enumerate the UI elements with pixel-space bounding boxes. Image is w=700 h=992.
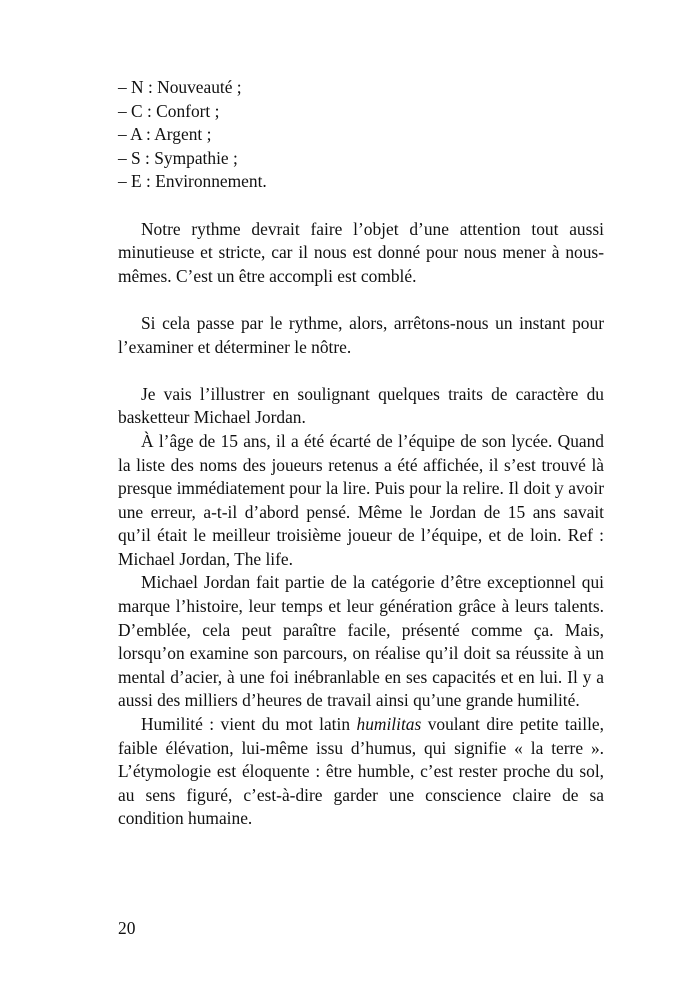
paragraph-rhythm: Notre rythme devrait faire l’objet d’une attention tout aussi minutieuse et stricte, car il nous est donné pour nous mener à nous-mêmes. C’est un être accompli est comblé. <box>118 218 604 286</box>
list-item: – E : Environnement. <box>118 171 267 192</box>
paragraph-jordan-intro: Je vais l’illustrer en soulignant quelques traits de caractère du basketteur Michael Jordan. <box>118 383 604 428</box>
acronym-list <box>118 76 604 194</box>
humility-text-start: Humilité : vient du mot latin <box>141 714 357 735</box>
paragraph-humility <box>118 713 604 831</box>
list-item: – C : Confort ; <box>118 100 220 121</box>
page-number: 20 <box>118 918 136 938</box>
humility-text-end: voulant dire petite taille, faible élévation, lui-même issu d’humus, qui signifie « la terre ». L’étymologie est éloquente : être humble, c’est rester proche du sol, au sens figuré, c’est-à-dire garder une conscience claire de sa condition humaine. <box>118 714 604 829</box>
list-item: – A : Argent ; <box>118 124 212 145</box>
paragraph-examine: Si cela passe par le rythme, alors, arrêtons-nous un instant pour l’examiner et déterminer le nôtre. <box>118 312 604 357</box>
page-body <box>118 76 604 831</box>
paragraph-jordan-lycee: À l’âge de 15 ans, il a été écarté de l’équipe de son lycée. Quand la liste des noms des joueurs retenus a été affichée, il s’est trouvé là presque immédiatement pour la lire. Puis pour la relire. Il doit y avoir une erreur, a-t-il d’abord pensé. Même le Jordan de 15 ans savait qu’il était le meilleur troisième joueur de l’équipe, et de loin. Ref : Michael Jordan, The life. <box>118 430 604 569</box>
paragraph-jordan-exceptional: Michael Jordan fait partie de la catégorie d’être exceptionnel qui marque l’histoire, leur temps et leur génération grâce à leurs talents. D’emblée, cela peut paraître facile, présenté comme ça. Mais, lorsqu’on examine son parcours, on réalise qu’il doit sa réussite à un mental d’acier, à une foi inébranlable en ses capacités et en lui. Il y a aussi des milliers d’heures de travail ainsi qu’une grande humilité. <box>118 572 604 711</box>
humilitas-word: humilitas <box>356 714 422 735</box>
list-item: – S : Sympathie ; <box>118 147 238 168</box>
list-item: – N : Nouveauté ; <box>118 77 242 97</box>
